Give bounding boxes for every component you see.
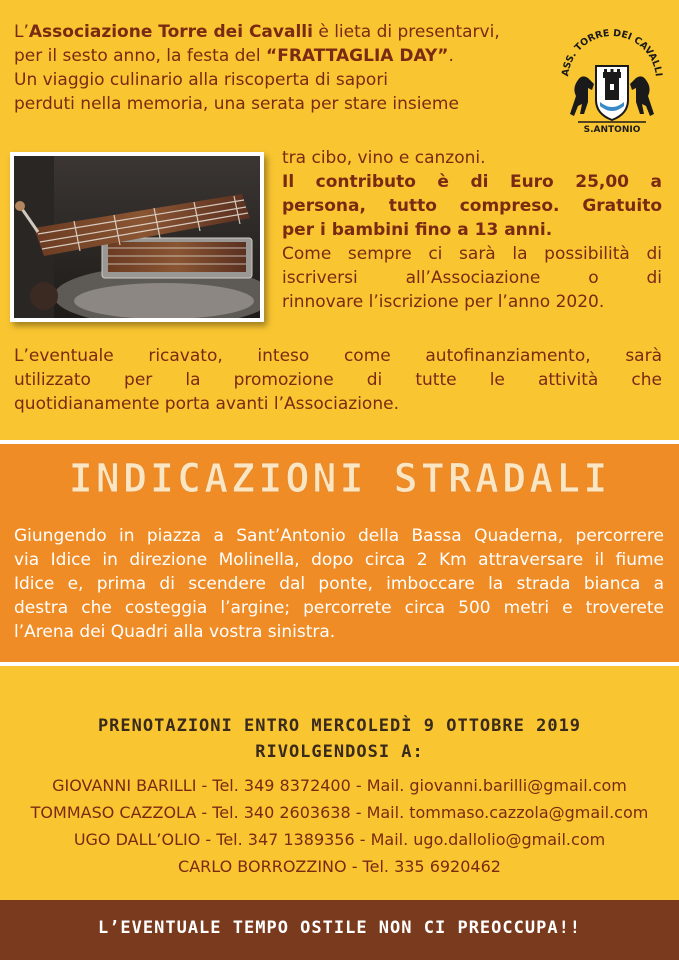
intro-text: . — [448, 46, 454, 66]
intro-text: per il sesto anno, la festa del — [14, 46, 267, 66]
directions-line-2: via Idice in direzione Molinella, dopo circa 2 Km attraversare il fiume — [14, 550, 664, 570]
intro-line-3: Un viaggio culinario alla riscoperta di sapori — [14, 70, 389, 90]
directions-line-3: Idice e, prima di scendere dal ponte, imboccare la strada bianca a — [14, 574, 664, 594]
intro-line-4: perduti nella memoria, una serata per stare insieme — [14, 94, 459, 114]
membership-line-2: iscriversi all’Associazione o di — [282, 268, 662, 288]
logo-bottom-text: S.ANTONIO — [583, 125, 641, 135]
contribution-line-1: tra cibo, vino e canzoni. — [282, 148, 486, 168]
price-line-2: persona, tutto compreso. Gratuito — [282, 196, 662, 216]
association-name: Associazione Torre dei Cavalli — [28, 22, 313, 42]
proceeds-line-1: L’eventuale ricavato, inteso come autofinanziamento, sarà — [14, 346, 662, 366]
horses-tower-crest-icon — [558, 18, 666, 136]
logo-top-text: ASS. TORRE DEI CAVALLI — [560, 27, 664, 78]
directions-line-1: Giungendo in piazza a Sant’Antonio della Bassa Quaderna, percorrere — [14, 526, 664, 546]
membership-line-1: Come sempre ci sarà la possibilità di — [282, 244, 662, 264]
proceeds-line-2: utilizzato per la promozione di tutte le attività che — [14, 370, 662, 390]
contribution-paragraph — [282, 146, 662, 314]
event-name: “FRATTAGLIA DAY” — [266, 46, 449, 66]
intro-text: L’ — [14, 22, 29, 42]
booking-contact-heading: RIVOLGENDOSI A: — [255, 742, 424, 762]
grill-photo-image — [14, 156, 260, 318]
grill-photo — [10, 152, 264, 322]
intro-paragraph — [14, 20, 559, 116]
intro-line-1 — [14, 20, 559, 44]
proceeds-line-3: quotidianamente porta avanti l’Associazione. — [14, 394, 399, 414]
contact-item: GIOVANNI BARILLI - Tel. 349 8372400 - Mail. giovanni.barilli@gmail.com — [52, 776, 627, 795]
intro-text: è lieta di presentarvi, — [312, 22, 500, 42]
booking-deadline: PRENOTAZIONI ENTRO MERCOLEDÌ 9 OTTOBRE 2019 — [97, 716, 582, 736]
children-free-line: per i bambini fino a 13 anni. — [282, 220, 553, 240]
contact-item: TOMMASO CAZZOLA - Tel. 340 2603638 - Mail. tommaso.cazzola@gmail.com — [30, 803, 649, 822]
contact-list — [0, 772, 679, 880]
footer-text: L’EVENTUALE TEMPO OSTILE NON CI PREOCCUPA!! — [97, 918, 582, 938]
contact-item: CARLO BORROZZINO - Tel. 335 6920462 — [178, 857, 501, 876]
directions-title: INDICAZIONI STRADALI — [68, 456, 611, 502]
directions-line-5: l’Arena dei Quadri alla vostra sinistra. — [14, 622, 336, 642]
contact-item: UGO DALL’OLIO - Tel. 347 1389356 - Mail. ugo.dallolio@gmail.com — [73, 830, 606, 849]
proceeds-paragraph — [14, 344, 662, 416]
directions-line-4: destra che costeggia l’argine; percorrete circa 500 metri e troverete — [14, 598, 664, 618]
price-line: Il contributo è di Euro 25,00 a — [282, 172, 662, 192]
membership-line-3: rinnovare l’iscrizione per l’anno 2020. — [282, 292, 605, 312]
association-logo — [558, 18, 666, 136]
intro-line-2 — [14, 44, 559, 68]
directions-text — [14, 524, 664, 644]
